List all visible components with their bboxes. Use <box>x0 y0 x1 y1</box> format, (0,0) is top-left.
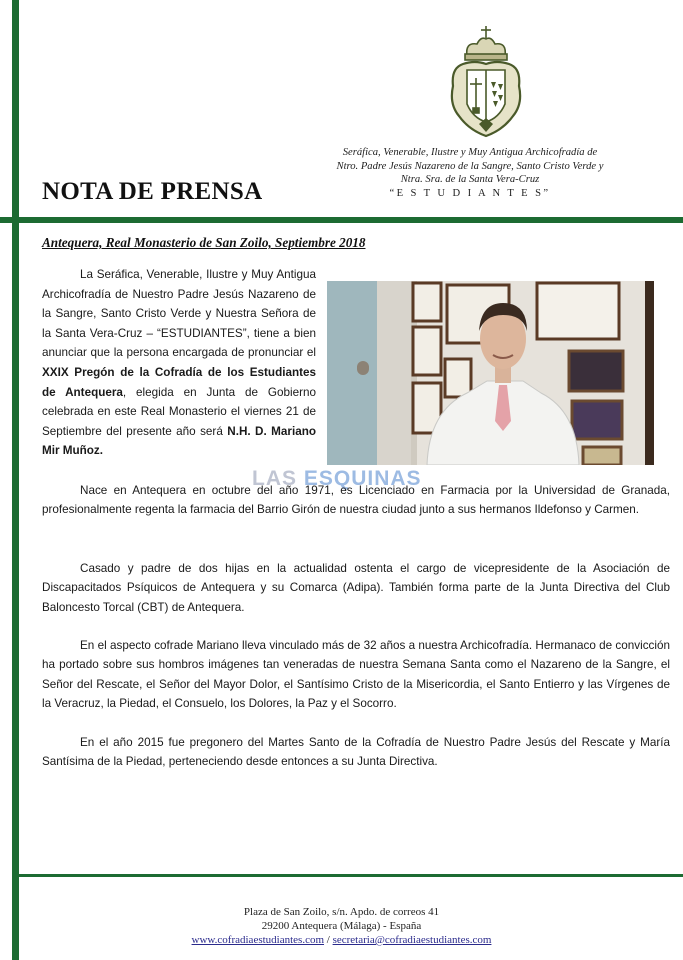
intro-text: La Seráfica, Venerable, Ilustre y Muy Antigua Archicofradía de Nuestro Padre Jesús Nazareno de la Sangre, Santo Cristo Verde y Nuestra Señora de la Santa Vera-Cruz – “ESTUDIANTES”, tiene a bien anunciar que la persona encargada de pronunciar el <box>42 268 316 360</box>
paragraph-text: Casado y padre de dos hijas en la actualidad ostenta el cargo de vicepresidente de la Asociación de Discapacitados Psíquicos de Antequera y su Comarca (Adipa). También forma parte de la Junta Directiva del Club Baloncesto Torcal (CBT) de Antequera. <box>42 562 670 614</box>
paragraph-text: Nace en Antequera en octubre del año 1971, es Licenciado en Farmacia por la Universidad de Granada, profesionalmente regenta la farmacia del Barrio Girón de nuestra ciudad junto a sus hermanos Ildefonso y Carmen. <box>42 484 670 517</box>
website-link[interactable]: www.cofradiaestudiantes.com <box>191 934 325 946</box>
watermark-text: LAS <box>252 467 297 490</box>
footer-separator: / <box>326 934 330 946</box>
coat-of-arms-icon <box>443 24 529 142</box>
intro-paragraph <box>42 265 316 461</box>
paragraph-family <box>42 559 670 617</box>
org-line: Seráfica, Venerable, Ilustre y Muy Antigua Archicofradía de <box>342 147 598 158</box>
portrait-illustration <box>327 281 654 465</box>
org-line: Ntro. Padre Jesús Nazareno de la Sangre, Santo Cristo Verde y <box>336 160 604 172</box>
footer-city: 29200 Antequera (Málaga) - España <box>261 920 422 932</box>
paragraph-text: En el año 2015 fue pregonero del Martes Santo de la Cofradía de Nuestro Padre Jesús del Rescate y María Santísima de la Piedad, perteneciendo desde entonces a su Junta Directiva. <box>42 736 670 769</box>
org-nickname: “E S T U D I A N T E S” <box>389 187 551 199</box>
organization-name <box>305 146 635 200</box>
watermark-text: ESQUINAS <box>303 467 422 490</box>
dateline: Antequera, Real Monasterio de San Zoilo, Septiembre 2018 <box>42 235 366 250</box>
email-link[interactable]: secretaria@cofradiaestudiantes.com <box>332 934 492 946</box>
org-line: Ntra. Sra. de la Santa Vera-Cruz <box>400 174 540 185</box>
intro-bold-event: XXIX Pregón de la Cofradía de los Estudiantes de Antequera <box>42 365 316 399</box>
intro-bold-name: N.H. D. Mariano Mir Muñoz. <box>42 424 316 458</box>
footer-contact <box>0 905 683 947</box>
left-green-border <box>12 0 19 960</box>
paragraph-cofrade <box>42 636 670 713</box>
intro-text: , elegida en Junta de Gobierno celebrada en este Real Monasterio el viernes 21 de Septiembre del presente año será <box>42 385 316 438</box>
paragraph-text: En el aspecto cofrade Mariano lleva vinculado más de 32 años a nuestra Archicofradía. Hermanaco de convicción ha portado sobre sus hombros imágenes tan veneradas de nuestra Semana Santa como el Nazareno de la Sangre, el Señor del Rescate, el Señor del Mayor Dolor, el Santísimo Cristo de la Misericordia, el Santo Entierro y las Vírgenes de la Veracruz, la Piedad, el Consuelo, los Dolores, la Paz y el Socorro. <box>42 639 670 710</box>
footer-address: Plaza de San Zoilo, s/n. Apdo. de correos 41 <box>243 906 440 918</box>
header-divider <box>0 217 683 223</box>
paragraph-birth <box>42 481 670 520</box>
paragraph-pregonero <box>42 733 670 772</box>
footer-divider <box>12 874 683 877</box>
page-title: NOTA DE PRENSA <box>42 178 263 205</box>
portrait-photo <box>327 281 654 465</box>
